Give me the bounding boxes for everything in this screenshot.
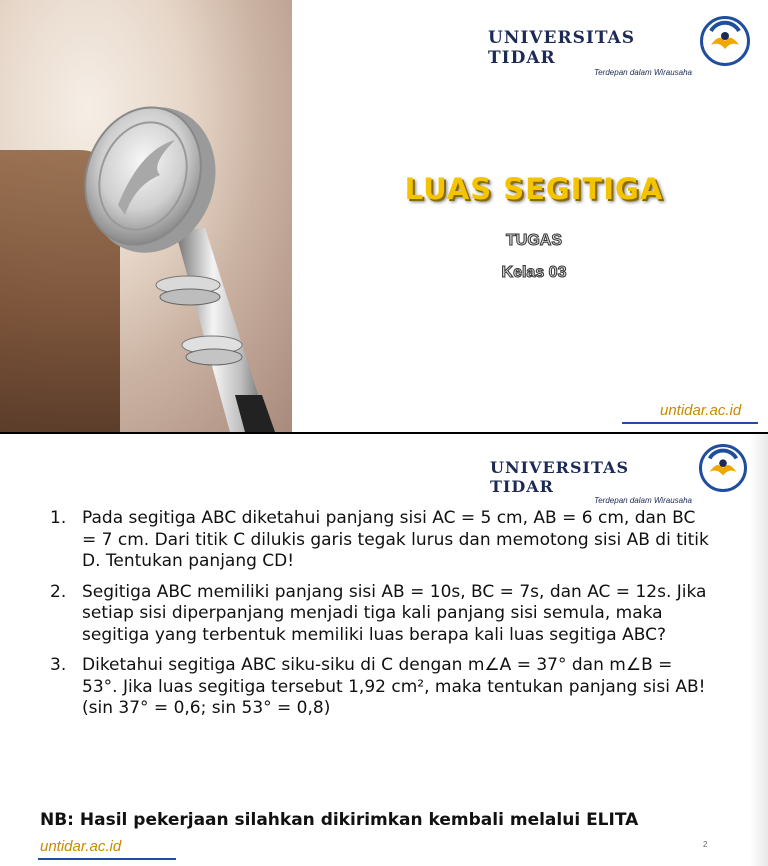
title-slide (0, 0, 768, 432)
task-slide (0, 434, 768, 866)
university-emblem-icon (700, 16, 750, 66)
subtitle: TUGAS (506, 232, 562, 249)
problem-list (50, 508, 710, 729)
problem-text: Diketahui segitiga ABC siku-siku di C dengan m∠A = 37° dan m∠B = 53°. Jika luas segitiga tersebut 1,92 cm², maka tentukan panjang sisi AB! (sin 37° = 0,6; sin 53° = 0,8) (82, 655, 706, 718)
ceremonial-mace-photo (0, 0, 292, 432)
brand-logo (490, 458, 692, 505)
website-link[interactable]: untidar.ac.id (40, 838, 122, 855)
problem-number: 1. (50, 508, 67, 528)
brand-tagline: Terdepan dalam Wirausaha (594, 68, 692, 77)
website-underline (622, 422, 758, 424)
problem-item (50, 508, 710, 573)
brand-name: UNIVERSITAS TIDAR (490, 458, 630, 496)
website-link[interactable]: untidar.ac.id (660, 402, 742, 419)
problem-text: Segitiga ABC memiliki panjang sisi AB = 10s, BC = 7s, dan AC = 12s. Jika setiap sisi diperpanjang menjadi tiga kali panjang sisi semula, maka segitiga yang terbentuk memiliki luas berapa kali luas segitiga ABC? (82, 581, 707, 645)
problem-number: 3. (50, 655, 67, 675)
brand-tagline: Terdepan dalam Wirausaha (594, 496, 692, 505)
brand-name: UNIVERSITAS TIDAR (488, 28, 636, 68)
university-emblem-icon (699, 444, 747, 492)
brand-logo (488, 28, 692, 77)
page-number: 2 (703, 840, 708, 849)
problem-item (50, 655, 710, 720)
problem-item (50, 582, 710, 647)
slide-edge (750, 434, 768, 866)
class-label: Kelas 03 (501, 264, 567, 281)
slide-title: LUAS SEGITIGA (404, 172, 664, 206)
submission-note: NB: Hasil pekerjaan silahkan dikirimkan kembali melalui ELITA (40, 810, 639, 830)
problem-number: 2. (50, 581, 67, 602)
problem-text: Pada segitiga ABC diketahui panjang sisi AC = 5 cm, AB = 6 cm, dan BC = 7 cm. Dari titik C dilukis garis tegak lurus dan memotong sisi AB di titik D. Tentukan panjang CD! (82, 508, 709, 571)
website-underline (38, 858, 176, 860)
mace-illustration (0, 0, 292, 432)
